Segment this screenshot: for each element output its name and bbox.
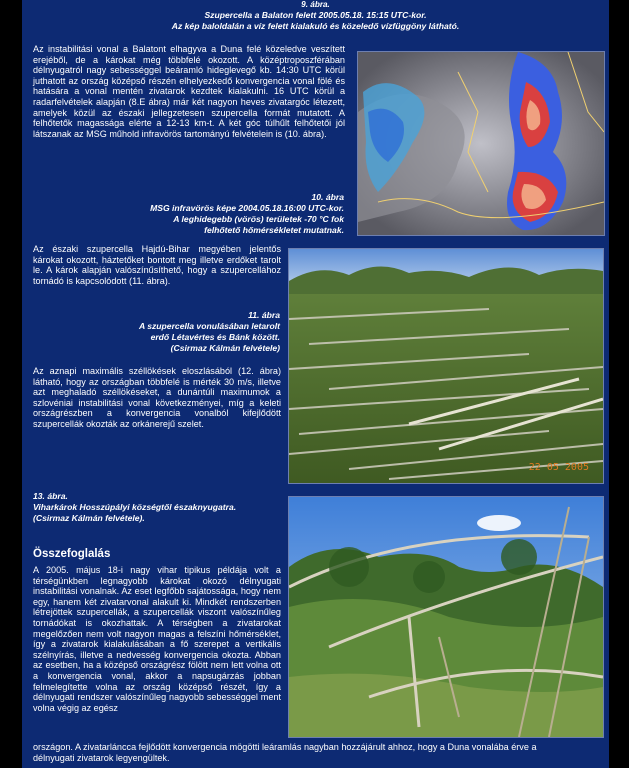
document-page [22, 0, 609, 768]
photo-date-stamp: 22 05 2005 [528, 462, 589, 473]
figure-9-caption-line1: Szupercella a Balaton felett 2005.05.18. 15:15 UTC-kor. [204, 10, 427, 20]
figure-11-number: 11. ábra [248, 310, 280, 320]
summary-last-line1: országon. A zivatarláncca fejlődött konvergencia mögötti leáramlás nagyban hozzájárult ahhoz, hogy a Duna vonalába érve a [33, 742, 537, 752]
paragraph-north-supercell: Az északi szupercella Hajdú-Bihar megyében jelentős károkat okozott, háztetőket bontott meg illetve erdőket tarolt le. A károk alapján valószínűsíthető, hogy a szupercellához tornádó is kapcsolódott (11. ábra). [33, 244, 281, 286]
figure-13-caption-line2: (Csirmaz Kálmán felvétele). [33, 513, 145, 523]
figure-10-number: 10. ábra [311, 192, 344, 202]
paragraph-instability-line: Az instabilitási vonal a Balatont elhagyva a Duna felé közeledve veszített erejéből, de a károkat még többfelé okozott. A középtroposzférában délnyugatról nagy sebességgel beáramló hideglevegő kb. 14:30 UTC körül juthatott az ország középső részén elhelyezkedő konvergencia vonal fölé és hatására a vonal mentén zivatarok kezdtek kialakulni. 16 UTC körül a radarfelvételek alapján (8.E ábra) már két nagyon heves zivatargóc létezett, amelyek közül az északi jellegzetesen szupercella formát mutatott. A felhőtetők magassága elérte a 12-13 km-t. A két góc túlhűlt felhőtetői jól látszanak az MSG műhold infravörös tartományú felvételein is (10. ábra). [33, 44, 345, 139]
figure-11-caption-line2: erdő Létavértes és Bánk között. [150, 332, 280, 342]
figure-9-caption-line2: Az kép baloldalán a víz felett kialakuló és közeledő vízfüggöny látható. [171, 21, 460, 31]
figure-13-caption-line1: Viharkárok Hosszúpályi községtől északnyugatra. [33, 502, 237, 512]
figure-11-caption-line1: A szupercella vonulásában letarolt [138, 321, 280, 331]
figure-9-number: 9. ábra. [301, 0, 330, 9]
figure-13-storm-damage-photo [288, 496, 604, 738]
paragraph-wind-gusts: Az aznapi maximális széllökések eloszlásából (12. ábra) látható, hogy az országban többfelé is mérték 30 m/s, illetve azt meghaladó széllökéseket, a dunántúli maximumok a szlovéniai instabilitási vonal következményei, míg a keleti országrészben a konvergencia vonalból kifejlődött szupercellák okozták az orkánerejű szelet. [33, 366, 281, 429]
figure-10-caption-line2: A leghidegebb (vörös) területek -70 °C fok [173, 214, 344, 224]
summary-paragraph: A 2005. május 18-i nagy vihar tipikus példája volt a térségünkben legnagyobb károkat okozó délnyugati instabilitási vonalnak. Az eset legfőbb sajátossága, hogy nem egy, hanem két zivatarvonal alakult ki. Mindkét rendszerben létrejöttek szupercellák, a szupercellák viszont valószínűleg tornádókat is okozhattak. A térségben a zivatarokat megelőzően nem volt nagyon magas a felszíni hőmérséklet, így a zivatarok kialakulásában a fő szerepet a vertikális szélnyírás, illetve a nedvesség konvergencia okozta. Abban az esetben, ha a középső országrész fölött nem lett volna ott a konvergencia vonal, akkor a napsugárzás jobban felmelegítette volna az ország középső részét, így a délnyugati rendszer valószínűleg nagyobb sebességgel ment volna végig az egész [33, 565, 281, 713]
figure-10-caption-line1: MSG infravörös képe 2004.05.18.16:00 UTC-kor. [150, 203, 344, 213]
figure-10-caption-line3: felhőtető hőmérsékletet mutatnak. [204, 225, 344, 235]
figure-11-caption-line3: (Csirmaz Kálmán felvétele) [170, 343, 280, 353]
figure-11-forest-photo [288, 248, 604, 484]
summary-last-line2: délnyugati zivatarok legyengültek. [33, 753, 170, 763]
figure-10-satellite-image [357, 51, 605, 236]
summary-heading: Összefoglalás [33, 548, 111, 560]
figure-13-number: 13. ábra. [33, 491, 68, 501]
